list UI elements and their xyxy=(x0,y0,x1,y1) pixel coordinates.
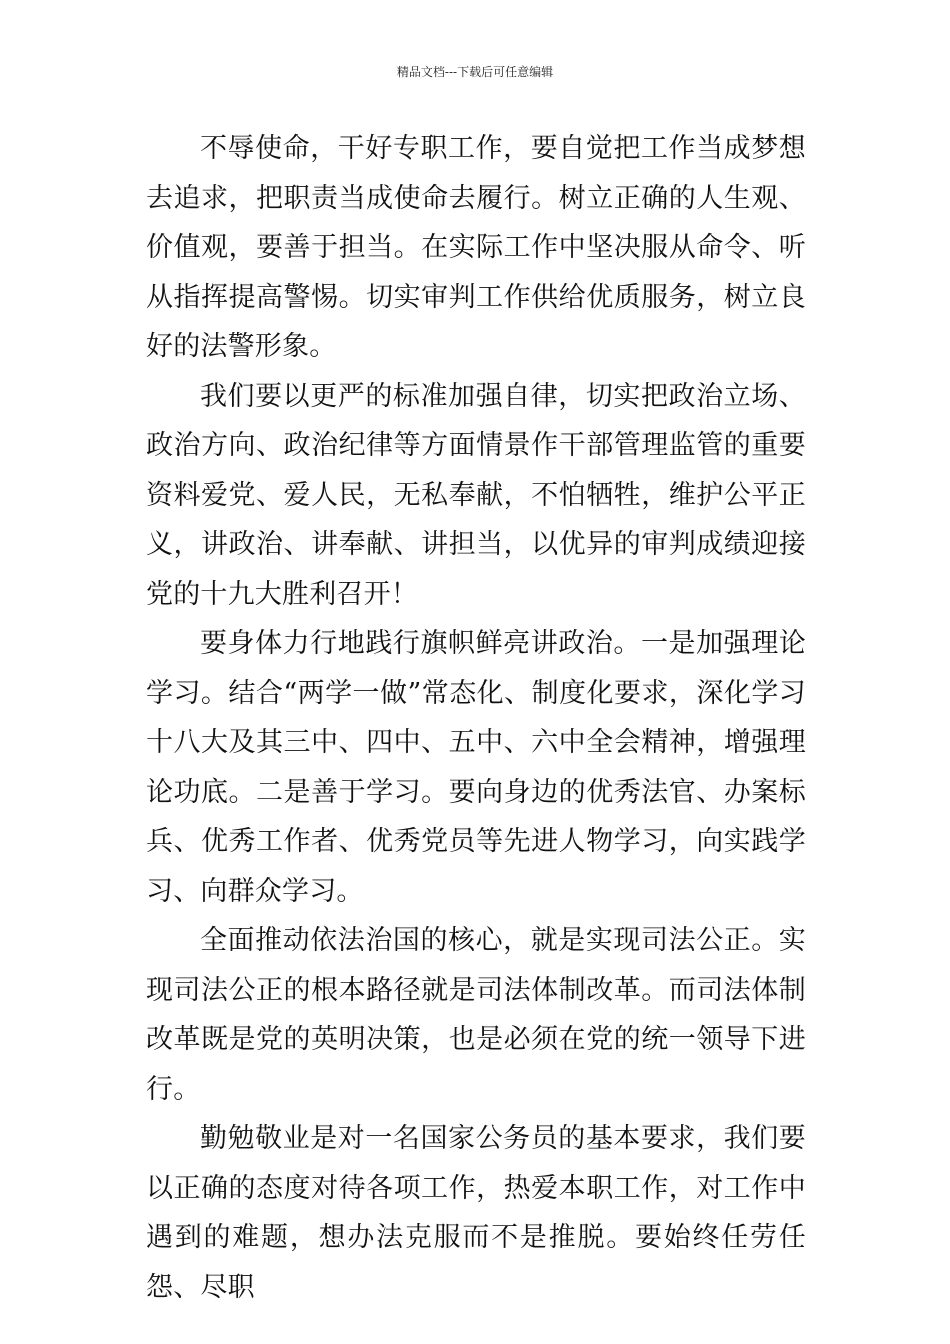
paragraph-4: 全面推动依法治国的核心，就是实现司法公正。实现司法公正的根本路径就是司法体制改革。而司法体制改革既是党的英明决策，也是必须在党的统一领导下进行。 xyxy=(146,925,806,1105)
paragraph-2: 我们要以更严的标准加强自律，切实把政治立场、政治方向、政治纪律等方面情景作干部管理监管的重要资料爱党、爱人民，无私奉献，不怕牺牲，维护公平正义，讲政治、讲奉献、讲担当，以优异的审判成绩迎接党的十九大胜利召开！ xyxy=(146,380,806,610)
page-header: 精品文档---下载后可任意编辑 xyxy=(396,65,554,79)
paragraph-5: 勤勉敬业是对一名国家公务员的基本要求，我们要以正确的态度对待各项工作，热爱本职工作，对工作中遇到的难题，想办法克服而不是推脱。要始终任劳任怨、尽职 xyxy=(146,1123,806,1303)
paragraph-1: 不辱使命，干好专职工作，要自觉把工作当成梦想去追求，把职责当成使命去履行。树立正确的人生观、价值观，要善于担当。在实际工作中坚决服从命令、听从指挥提高警惕。切实审判工作供给优质服务，树立良好的法警形象。 xyxy=(146,133,806,362)
paragraph-3: 要身体力行地践行旗帜鲜亮讲政治。一是加强理论学习。结合“两学一做”常态化、制度化要求，深化学习十八大及其三中、四中、五中、六中全会精神，增强理论功底。二是善于学习。要向身边的优秀法官、办案标兵、优秀工作者、优秀党员等先进人物学习，向实践学习、向群众学习。 xyxy=(146,628,806,907)
document-body xyxy=(146,124,806,1312)
